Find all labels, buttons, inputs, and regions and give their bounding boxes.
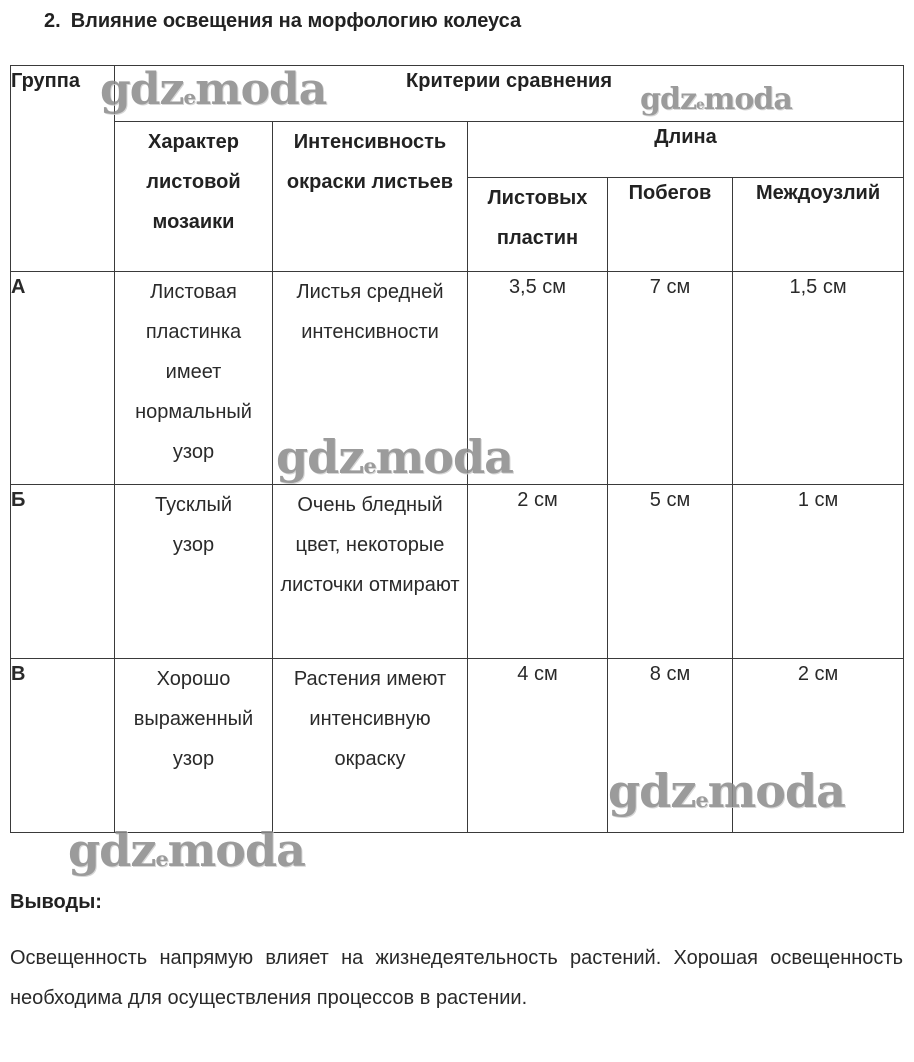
table-row bbox=[11, 485, 904, 659]
internodes-header: Междоузлий bbox=[733, 178, 904, 272]
group-cell: А bbox=[11, 272, 115, 485]
shoots-header: Побегов bbox=[608, 178, 733, 272]
intensity-cell: Растения имеют интенсивную окраску bbox=[273, 659, 468, 833]
watermark-logo: gdzemoda bbox=[68, 823, 305, 877]
length-header: Длина bbox=[468, 122, 904, 178]
internodes-cell: 1,5 см bbox=[733, 272, 904, 485]
conclusions-label: Выводы: bbox=[10, 891, 102, 913]
watermark-logo: gdzemoda bbox=[100, 64, 327, 115]
mosaic-cell: Хорошо выраженный узор bbox=[115, 659, 273, 833]
task-title: Влияние освещения на морфологию колеуса bbox=[70, 10, 522, 32]
task-heading bbox=[44, 10, 521, 33]
group-cell: Б bbox=[11, 485, 115, 659]
header-row-2 bbox=[11, 122, 904, 178]
watermark-logo: gdzemoda bbox=[276, 430, 513, 484]
group-header: Группа bbox=[11, 66, 115, 272]
mosaic-header: Характер листовой мозаики bbox=[115, 122, 273, 272]
conclusions-text: Освещенность напрямую влияет на жизнедеятельность растений. Хорошая освещенность необходима для осуществления процессов в растении. bbox=[10, 947, 903, 1009]
group-cell: В bbox=[11, 659, 115, 833]
blades-cell: 4 см bbox=[468, 659, 608, 833]
shoots-cell: 5 см bbox=[608, 485, 733, 659]
shoots-cell: 8 см bbox=[608, 659, 733, 833]
intensity-cell: Очень бледный цвет, некоторые листочки отмирают bbox=[273, 485, 468, 659]
blades-cell: 2 см bbox=[468, 485, 608, 659]
watermark-logo: gdzemoda bbox=[608, 764, 845, 818]
blades-cell: 3,5 см bbox=[468, 272, 608, 485]
internodes-cell: 1 см bbox=[733, 485, 904, 659]
mosaic-cell: Листовая пластинка имеет нормальный узор bbox=[115, 272, 273, 485]
intensity-cell: Листья средней интенсивности bbox=[273, 272, 468, 485]
shoots-cell: 7 см bbox=[608, 272, 733, 485]
internodes-cell: 2 см bbox=[733, 659, 904, 833]
mosaic-cell: Тусклый узор bbox=[115, 485, 273, 659]
intensity-header: Интенсивность окраски листьев bbox=[273, 122, 468, 272]
criteria-header: Критерии сравнения bbox=[115, 66, 904, 122]
watermark-logo: gdzemoda bbox=[640, 82, 792, 117]
blades-header: Листовых пластин bbox=[468, 178, 608, 272]
task-number: 2. bbox=[44, 10, 61, 32]
